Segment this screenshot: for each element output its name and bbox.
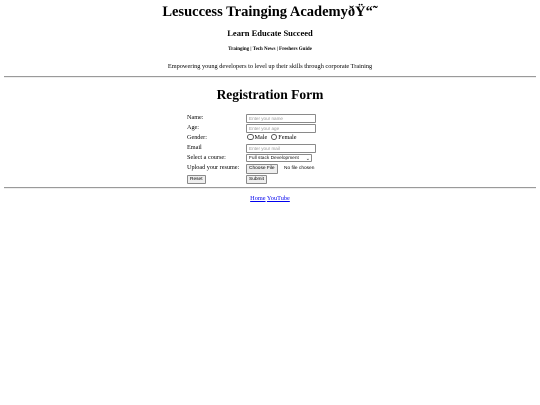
nav-link-freshers-guide[interactable]: Freshers Guide [279,47,312,52]
course-select[interactable] [246,154,312,162]
footer [0,195,540,203]
actions-row [187,175,387,185]
email-input[interactable]: Enter your mail [246,144,316,153]
course-selected-value: Full stack Development [249,156,299,161]
gender-male-label[interactable]: Male [254,134,268,141]
divider [4,76,536,78]
email-row [187,144,387,154]
chevron-down-icon: ⌄ [305,156,310,162]
resume-row [187,164,387,174]
gender-male-radio[interactable] [247,134,254,141]
submit-button[interactable]: Submit [246,175,267,184]
choose-file-button[interactable]: Choose File [246,164,278,174]
resume-label: Upload your resume: [187,164,240,171]
name-row [187,114,387,124]
nav-separator: | [275,47,280,52]
nav-link-tech-news[interactable]: Tech News [252,47,276,52]
nav-separator: | [249,47,253,52]
name-label: Name: [187,114,204,121]
course-label: Select a course: [187,154,226,161]
nav-link-training[interactable]: Trainging [228,47,250,52]
gender-label: Gender: [187,134,207,141]
age-input[interactable]: Enter your age [246,124,316,133]
name-input[interactable]: Enter your name [246,114,316,123]
file-status: No file chosen [284,166,315,171]
site-title: Lesuccess Trainging AcademyðŸ“˜ [162,4,378,20]
gender-radio-group [247,134,298,142]
top-nav [0,47,540,53]
site-tagline: Learn Educate Succeed [227,28,313,38]
gender-female-label[interactable]: Female [278,134,297,141]
divider [4,187,536,189]
gender-row [187,134,387,144]
footer-link-youtube[interactable]: YouTube [266,195,290,202]
age-row [187,124,387,134]
email-label: Email [187,144,202,151]
mission-statement: Empowering young developers to level up their skills through corporate Training [167,63,373,70]
reset-button[interactable]: Reset [187,175,206,184]
gender-female-radio[interactable] [271,134,278,141]
form-title: Registration Form [216,87,324,102]
footer-link-home[interactable]: Home [250,195,266,202]
course-row [187,154,387,164]
age-label: Age: [187,124,200,131]
